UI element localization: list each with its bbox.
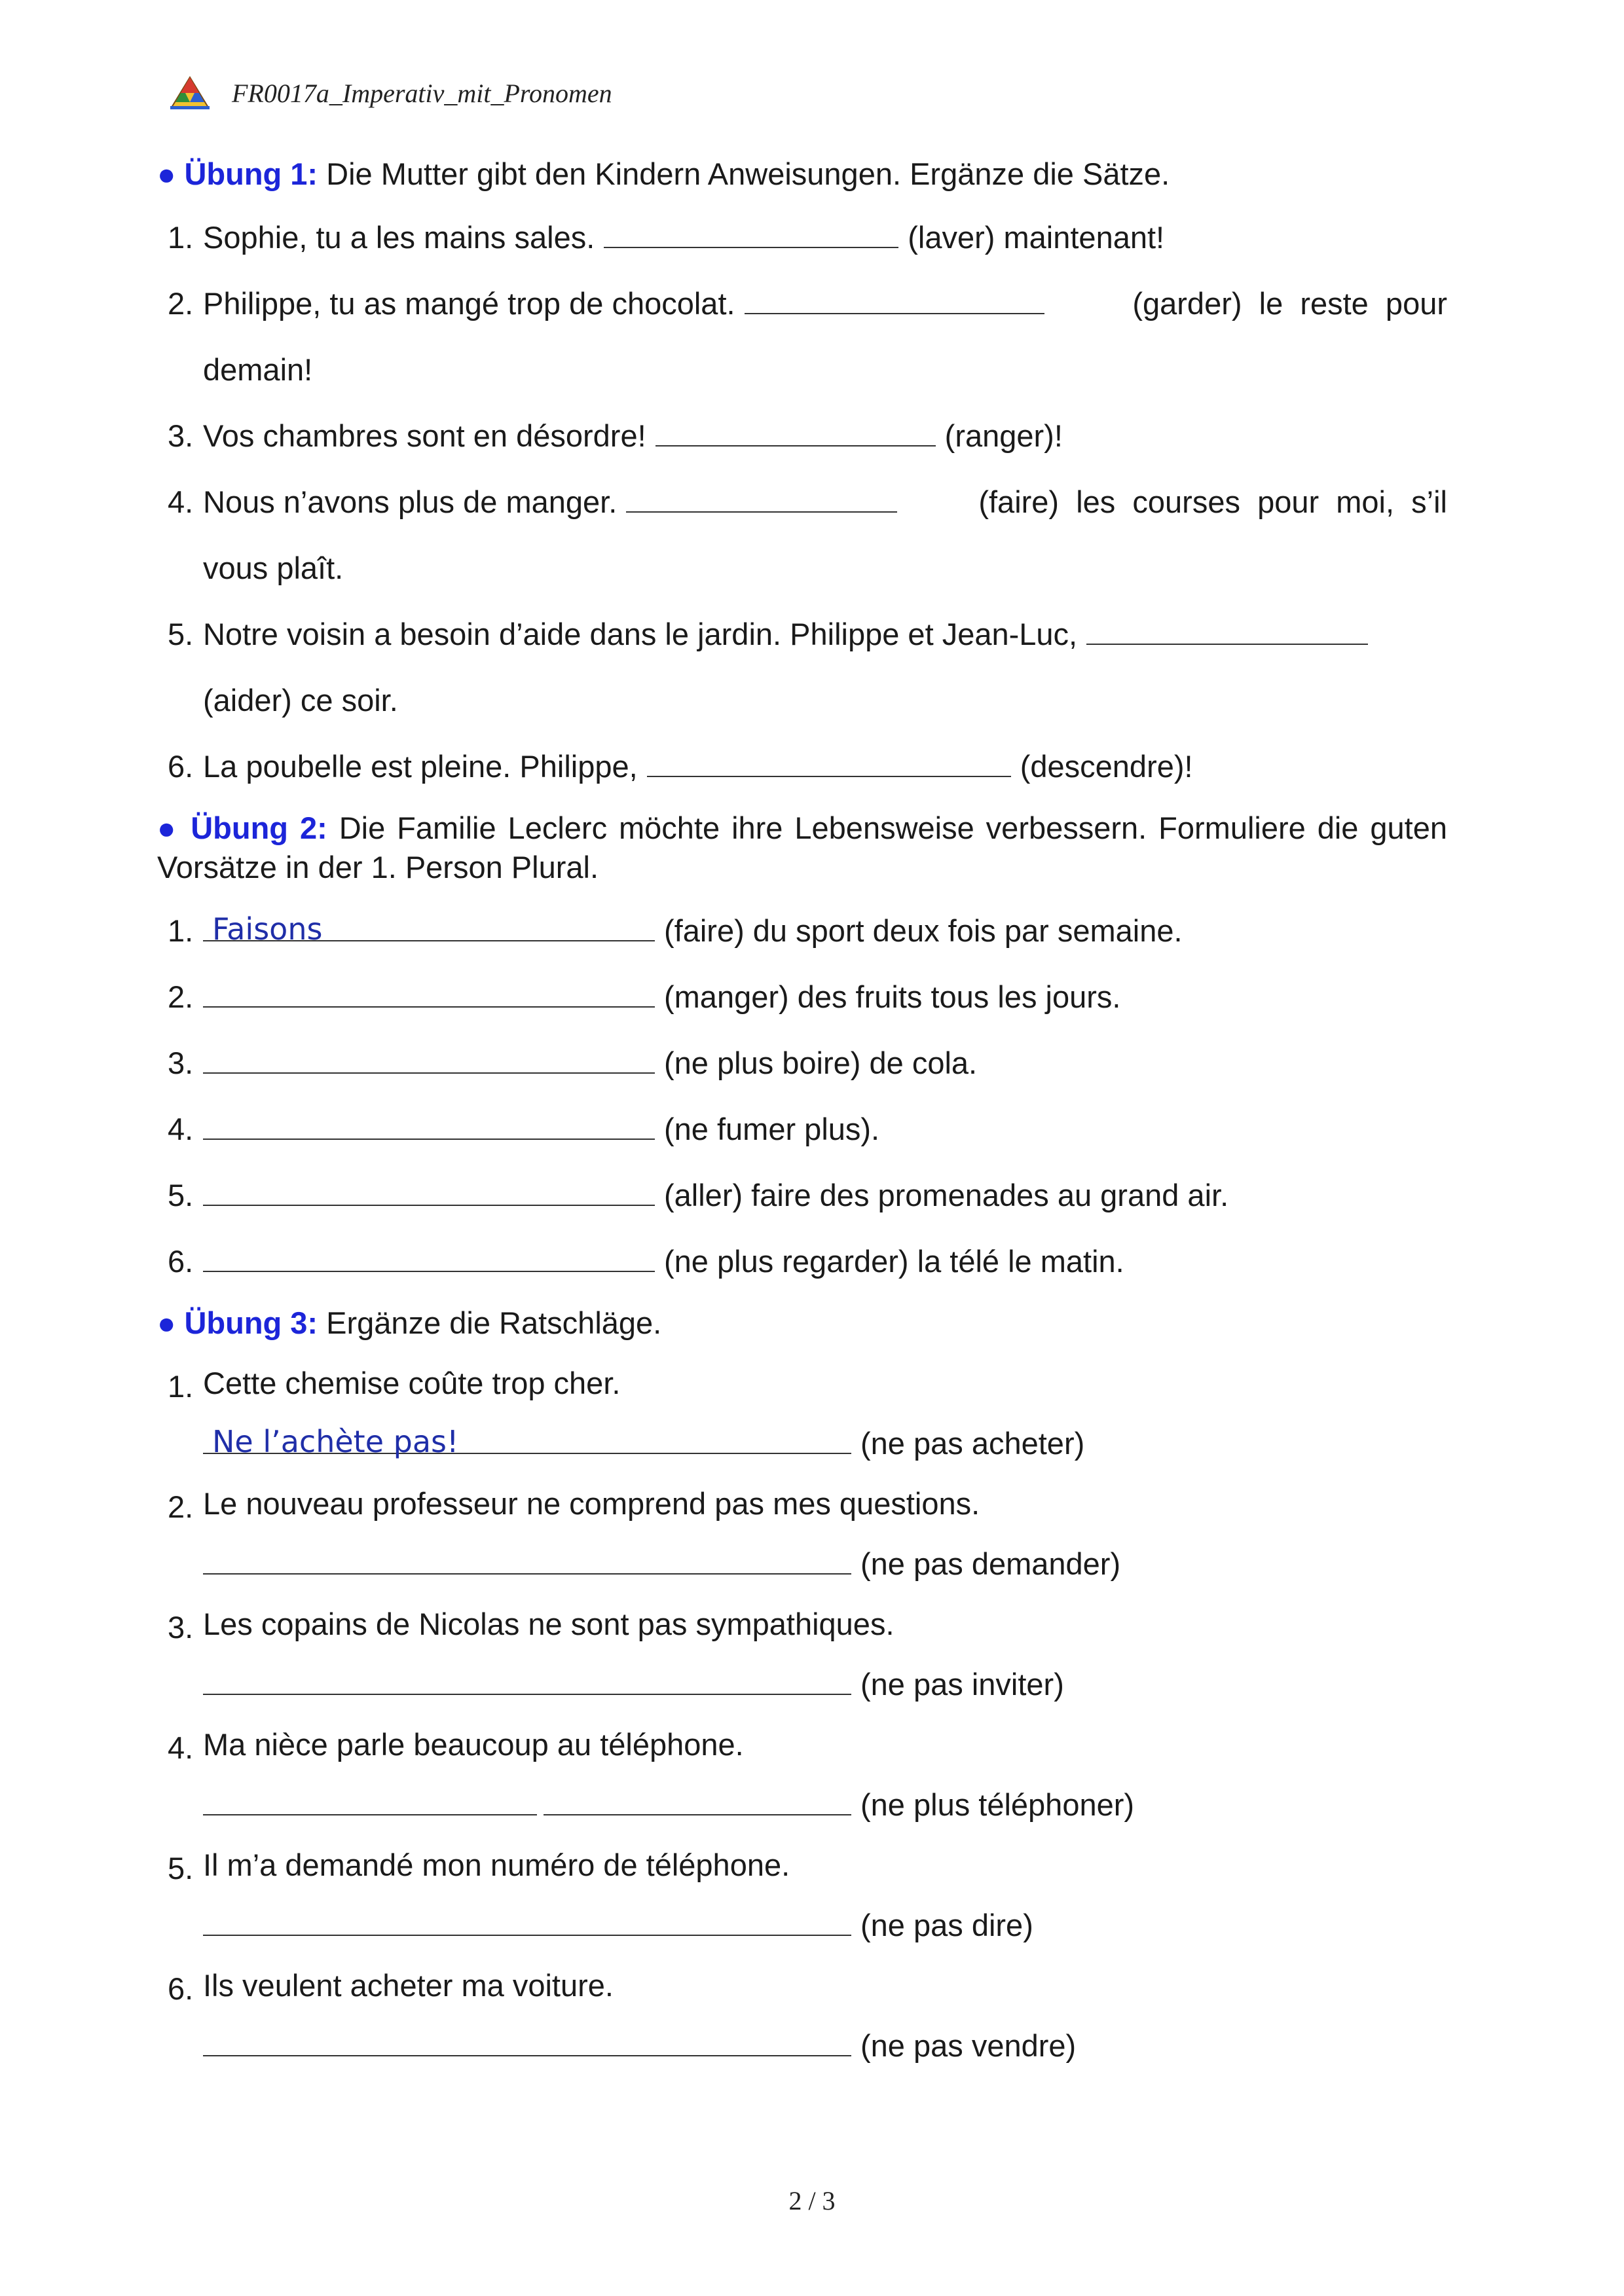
ex2-item-3 xyxy=(157,1030,1447,1096)
sentence-text: Notre voisin a besoin d’aide dans le jardin. Philippe et Jean-Luc, xyxy=(203,617,1078,651)
answer-blank[interactable] xyxy=(203,2026,851,2056)
sentence-text: Vos chambres sont en désordre! xyxy=(203,418,646,453)
handwritten-answer: Faisons xyxy=(212,911,323,947)
answer-blank[interactable] xyxy=(203,1906,851,1936)
exercise-3-instruction: Ergänze die Ratschläge. xyxy=(318,1305,662,1340)
item-number: 5. xyxy=(168,1178,194,1212)
item-number: 2. xyxy=(168,1489,194,1524)
item-number: 6. xyxy=(168,1244,194,1279)
answer-blank[interactable] xyxy=(203,1176,655,1206)
header xyxy=(169,73,612,113)
handwritten-answer: Ne l’achète pas! xyxy=(212,1424,459,1459)
sentence-text: Nous n’avons plus de manger. xyxy=(203,484,618,519)
bullet-icon: ● xyxy=(157,811,179,845)
sentence-text: La poubelle est pleine. Philippe, xyxy=(203,749,638,784)
content xyxy=(157,155,1447,2076)
answer-blank-2[interactable] xyxy=(544,1785,851,1815)
sentence-text: Philippe, tu as mangé trop de chocolat. xyxy=(203,286,735,321)
ex2-item-2 xyxy=(157,964,1447,1030)
item-number: 2. xyxy=(168,979,194,1014)
item-number: 4. xyxy=(168,1730,194,1765)
exercise-1-heading xyxy=(157,155,1447,194)
answer-blank[interactable] xyxy=(203,1044,655,1074)
item-number: 3. xyxy=(168,418,194,453)
ex1-item-3 xyxy=(157,403,1447,469)
item-number: 6. xyxy=(168,749,194,784)
item-number: 5. xyxy=(168,1851,194,1886)
verb-hint: (laver) maintenant! xyxy=(908,220,1165,255)
exercise-3-heading xyxy=(157,1303,1447,1343)
worksheet-title: FR0017a_Imperativ_mit_Pronomen xyxy=(232,78,612,108)
ex3-item-5 xyxy=(157,1835,1447,1956)
sentence-text: Cette chemise coûte trop cher. xyxy=(203,1366,621,1400)
verb-hint: (ne plus regarder) la télé le matin. xyxy=(664,1244,1124,1279)
exercise-2-heading xyxy=(157,809,1447,887)
answer-blank-1[interactable] xyxy=(203,1785,537,1815)
item-number: 2. xyxy=(168,286,194,321)
sentence-continuation: demain! xyxy=(203,352,313,387)
ex3-item-4 xyxy=(157,1715,1447,1835)
ex1-item-2 xyxy=(157,270,1447,403)
exercise-1-instruction: Die Mutter gibt den Kindern Anweisungen. Ergänze die Sätze. xyxy=(318,156,1170,191)
answer-blank[interactable] xyxy=(203,977,655,1008)
exercise-3-label: Übung 3: xyxy=(184,1305,318,1340)
verb-hint: (descendre)! xyxy=(1020,749,1193,784)
item-number: 5. xyxy=(168,617,194,651)
sentence-text: Il m’a demandé mon numéro de téléphone. xyxy=(203,1848,790,1882)
sentence-continuation: vous plaît. xyxy=(203,551,344,585)
item-number: 4. xyxy=(168,484,194,519)
item-number: 1. xyxy=(168,913,194,948)
answer-blank[interactable] xyxy=(203,1424,851,1459)
item-number: 4. xyxy=(168,1112,194,1146)
answer-blank[interactable] xyxy=(203,911,655,947)
ex1-item-1 xyxy=(157,204,1447,270)
answer-blank[interactable] xyxy=(745,284,1044,314)
ex3-item-6 xyxy=(157,1956,1447,2076)
verb-hint: (garder) le reste pour xyxy=(1132,286,1447,321)
answer-blank[interactable] xyxy=(203,1544,851,1575)
ex2-item-1 xyxy=(157,898,1447,964)
verb-hint: (faire) du sport deux fois par semaine. xyxy=(664,913,1183,948)
answer-blank[interactable] xyxy=(655,416,936,446)
verb-hint: (ne plus téléphoner) xyxy=(860,1787,1135,1822)
answer-blank[interactable] xyxy=(203,1242,655,1272)
bullet-icon: ● xyxy=(157,1305,176,1340)
item-number: 3. xyxy=(168,1046,194,1080)
ex3-item-1 xyxy=(157,1353,1447,1474)
item-number: 1. xyxy=(168,220,194,255)
item-number: 3. xyxy=(168,1610,194,1645)
sentence-text: Ma nièce parle beaucoup au téléphone. xyxy=(203,1727,744,1762)
ex2-item-4 xyxy=(157,1096,1447,1162)
verb-hint: (manger) des fruits tous les jours. xyxy=(664,979,1121,1014)
sentence-text: Les copains de Nicolas ne sont pas sympathiques. xyxy=(203,1607,895,1641)
verb-hint: (ranger)! xyxy=(944,418,1063,453)
exercise-2-instruction: Die Familie Leclerc möchte ihre Lebensweise verbessern. Formuliere die guten Vorsätze in der 1. Person Plural. xyxy=(157,811,1448,884)
verb-hint: (faire) les courses pour moi, s’il xyxy=(978,484,1447,519)
ex2-item-6 xyxy=(157,1228,1447,1294)
page-number: 2 / 3 xyxy=(788,2186,836,2215)
verb-hint: (ne fumer plus). xyxy=(664,1112,880,1146)
answer-blank[interactable] xyxy=(604,218,898,248)
verb-hint: (ne pas demander) xyxy=(860,1546,1121,1581)
verb-hint: (ne pas acheter) xyxy=(860,1426,1085,1461)
answer-blank[interactable] xyxy=(203,1665,851,1695)
item-number: 1. xyxy=(168,1369,194,1404)
ex3-item-2 xyxy=(157,1474,1447,1594)
ex1-item-5 xyxy=(157,601,1447,733)
ex1-item-4 xyxy=(157,469,1447,601)
verb-hint: (ne pas inviter) xyxy=(860,1667,1064,1702)
verb-hint: (aller) faire des promenades au grand air. xyxy=(664,1178,1229,1212)
exercise-2-label: Übung 2: xyxy=(191,811,327,845)
item-number: 6. xyxy=(168,1971,194,2006)
verb-hint: (ne pas vendre) xyxy=(860,2028,1077,2063)
answer-blank[interactable] xyxy=(647,747,1011,777)
sentence-text: Sophie, tu a les mains sales. xyxy=(203,220,595,255)
bullet-icon: ● xyxy=(157,156,176,191)
ex3-item-3 xyxy=(157,1594,1447,1715)
sentence-continuation: (aider) ce soir. xyxy=(203,683,398,718)
verb-hint: (ne plus boire) de cola. xyxy=(664,1046,978,1080)
ex2-item-5 xyxy=(157,1162,1447,1228)
answer-blank[interactable] xyxy=(1086,615,1368,645)
sentence-text: Le nouveau professeur ne comprend pas mes questions. xyxy=(203,1486,980,1521)
ex1-item-6 xyxy=(157,733,1447,799)
answer-blank[interactable] xyxy=(203,1110,655,1140)
logo-pyramid-icon xyxy=(169,76,211,110)
verb-hint: (ne pas dire) xyxy=(860,1908,1033,1942)
exercise-1-label: Übung 1: xyxy=(184,156,318,191)
sentence-text: Ils veulent acheter ma voiture. xyxy=(203,1968,614,2003)
answer-blank[interactable] xyxy=(626,483,897,513)
